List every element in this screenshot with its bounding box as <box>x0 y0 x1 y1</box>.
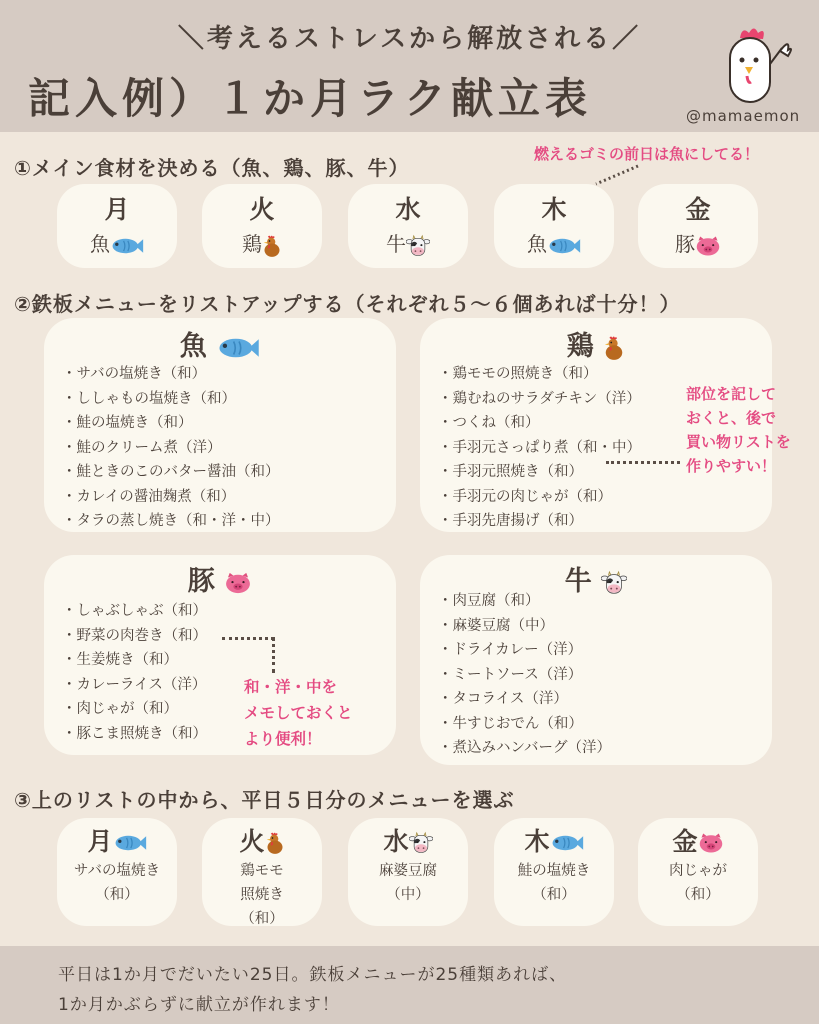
header-band <box>0 0 819 132</box>
day-label: 火 <box>249 195 275 224</box>
menu-text: （和） <box>95 887 139 903</box>
menu-item: ・麻婆豆腐（中） <box>438 617 554 634</box>
day-label: 月 <box>104 195 130 224</box>
menu-item: ・サバの塩焼き（和） <box>62 366 207 382</box>
fish-icon <box>113 833 147 853</box>
menu-text: 麻婆豆腐 <box>379 863 437 879</box>
menu-text: 鮭の塩焼き <box>517 863 591 879</box>
step1-heading: ①メイン食材を決める（魚、鶏、豚、牛） <box>14 156 410 180</box>
footer-band <box>0 946 819 1024</box>
menu-item: ・煮込みハンバーグ（洋） <box>438 740 611 756</box>
chicken-note-line: 部位を記して <box>686 385 777 403</box>
menu-item: ・肉豆腐（和） <box>438 593 540 609</box>
fish-icon <box>216 336 260 360</box>
day-label: 木 <box>524 827 550 856</box>
day-card <box>638 184 758 268</box>
menu-item: ・カレーライス（洋） <box>62 676 207 693</box>
day-label: 金 <box>685 195 711 224</box>
step2-heading: ②鉄板メニューをリストアップする（それぞれ５〜６個あれば十分！） <box>14 292 681 316</box>
day-card <box>494 184 614 268</box>
main-ingredient: 豚 <box>675 232 695 256</box>
menu-text: （和） <box>240 911 284 927</box>
menu-text: （和） <box>532 887 576 903</box>
footer-line-1: 平日は1か月でだいたい25日。鉄板メニューが25種類あれば、 <box>58 965 568 985</box>
day-label: 水 <box>383 827 409 856</box>
pork-menu-list <box>62 599 207 746</box>
day-card <box>202 184 322 268</box>
mascot-chicken-icon <box>718 24 798 108</box>
fish-menu-card <box>44 318 396 532</box>
menu-item: ・鶏モモの照焼き（和） <box>438 366 598 382</box>
menu-text: サバの塩焼き <box>73 863 161 879</box>
day-label: 金 <box>672 827 698 856</box>
chicken-note-line: 作りやすい！ <box>686 457 777 475</box>
fish-card-title: 魚 <box>179 331 207 362</box>
selected-menu-card <box>494 818 614 926</box>
pork-card-title: 豚 <box>187 566 215 597</box>
pork-note-pointer-v <box>272 637 275 673</box>
menu-item: ・手羽元照焼き（和） <box>438 464 583 480</box>
main-ingredient: 魚 <box>90 232 110 256</box>
main-ingredient: 牛 <box>386 232 406 256</box>
day-card <box>57 184 177 268</box>
cow-icon <box>409 831 433 855</box>
pig-icon <box>695 235 721 257</box>
pork-note-line: メモしておくと <box>244 704 353 722</box>
menu-item: ・タラの蒸し焼き（和・洋・中） <box>62 513 280 529</box>
chicken-icon <box>262 233 282 259</box>
day-label: 水 <box>395 195 421 224</box>
selected-menu-card <box>57 818 177 926</box>
fish-icon <box>110 236 144 256</box>
chicken-note-line: おくと、後で <box>686 409 777 427</box>
menu-item: ・牛すじおでん（和） <box>438 715 583 732</box>
menu-item: ・豚こま照焼き（和） <box>62 725 207 742</box>
day-label: 火 <box>239 827 265 856</box>
step1-note: 燃えるゴミの前日は魚にしてる！ <box>534 145 760 163</box>
menu-item: ・野菜の肉巻き（和） <box>62 627 207 644</box>
page-title: 記入例）１か月ラク献立表 <box>28 74 593 123</box>
pig-icon <box>224 572 252 594</box>
menu-item: ・手羽元の肉じゃが（和） <box>438 488 612 505</box>
subtitle: ＼考えるストレスから解放される／ <box>177 24 642 54</box>
selected-menu-card <box>348 818 468 926</box>
pork-note-line: 和・洋・中を <box>244 678 338 696</box>
chicken-note <box>686 382 791 478</box>
menu-text: 肉じゃが <box>669 863 727 879</box>
pork-note-pointer-h <box>222 637 274 640</box>
step3-heading: ③上のリストの中から、平日５日分のメニューを選ぶ <box>14 788 515 812</box>
fish-icon <box>550 833 584 853</box>
menu-item: ・カレイの醤油麹煮（和） <box>62 488 236 505</box>
menu-item: ・鶏むねのサラダチキン（洋） <box>438 390 641 407</box>
fish-menu-list <box>62 362 280 534</box>
menu-text: （和） <box>676 887 720 903</box>
day-card <box>348 184 468 268</box>
pig-icon <box>698 832 724 854</box>
beef-menu-list <box>438 589 611 761</box>
chicken-note-pointer <box>606 461 680 464</box>
menu-item: ・手羽元さっぱり煮（和・中） <box>438 439 641 456</box>
menu-item: ・鮭の塩焼き（和） <box>62 415 193 431</box>
menu-item: ・タコライス（洋） <box>438 691 568 707</box>
beef-menu-card <box>420 555 772 765</box>
day-label: 木 <box>541 195 567 224</box>
selected-menu-card <box>638 818 758 926</box>
beef-card-title: 牛 <box>564 566 592 597</box>
menu-item: ・鮭ときのこのバター醤油（和） <box>62 464 280 480</box>
menu-item: ・生姜焼き（和） <box>62 652 178 668</box>
menu-item: ・鮭のクリーム煮（洋） <box>62 439 222 456</box>
menu-text: 照焼き <box>240 887 284 903</box>
chicken-note-line: 買い物リストを <box>686 433 791 451</box>
chicken-menu-list <box>438 362 641 534</box>
main-ingredient: 魚 <box>527 232 547 256</box>
menu-item: ・ドライカレー（洋） <box>438 642 583 658</box>
menu-item: ・つくね（和） <box>438 415 540 431</box>
footer-line-2: 1か月かぶらずに献立が作れます！ <box>58 995 340 1015</box>
author-handle: @mamaemon <box>686 107 801 125</box>
chicken-icon <box>603 334 625 362</box>
menu-item: ・しゃぶしゃぶ（和） <box>62 603 207 619</box>
menu-text: （中） <box>386 887 430 903</box>
menu-item: ・ミートソース（洋） <box>438 666 583 683</box>
day-label: 月 <box>87 827 113 856</box>
main-ingredient: 鶏 <box>242 232 262 256</box>
menu-text: 鶏モモ <box>240 863 284 879</box>
chicken-icon <box>265 830 285 856</box>
menu-item: ・ししゃもの塩焼き（和） <box>62 390 236 407</box>
pork-note-line: より便利！ <box>244 730 322 748</box>
chicken-card-title: 鶏 <box>566 331 594 362</box>
menu-item: ・手羽先唐揚げ（和） <box>438 513 583 529</box>
cow-icon <box>406 234 430 258</box>
pork-note <box>244 674 353 752</box>
fish-icon <box>547 236 581 256</box>
menu-item: ・肉じゃが（和） <box>62 701 178 717</box>
note-pointer-line <box>592 164 642 188</box>
selected-menu-card <box>202 818 322 926</box>
